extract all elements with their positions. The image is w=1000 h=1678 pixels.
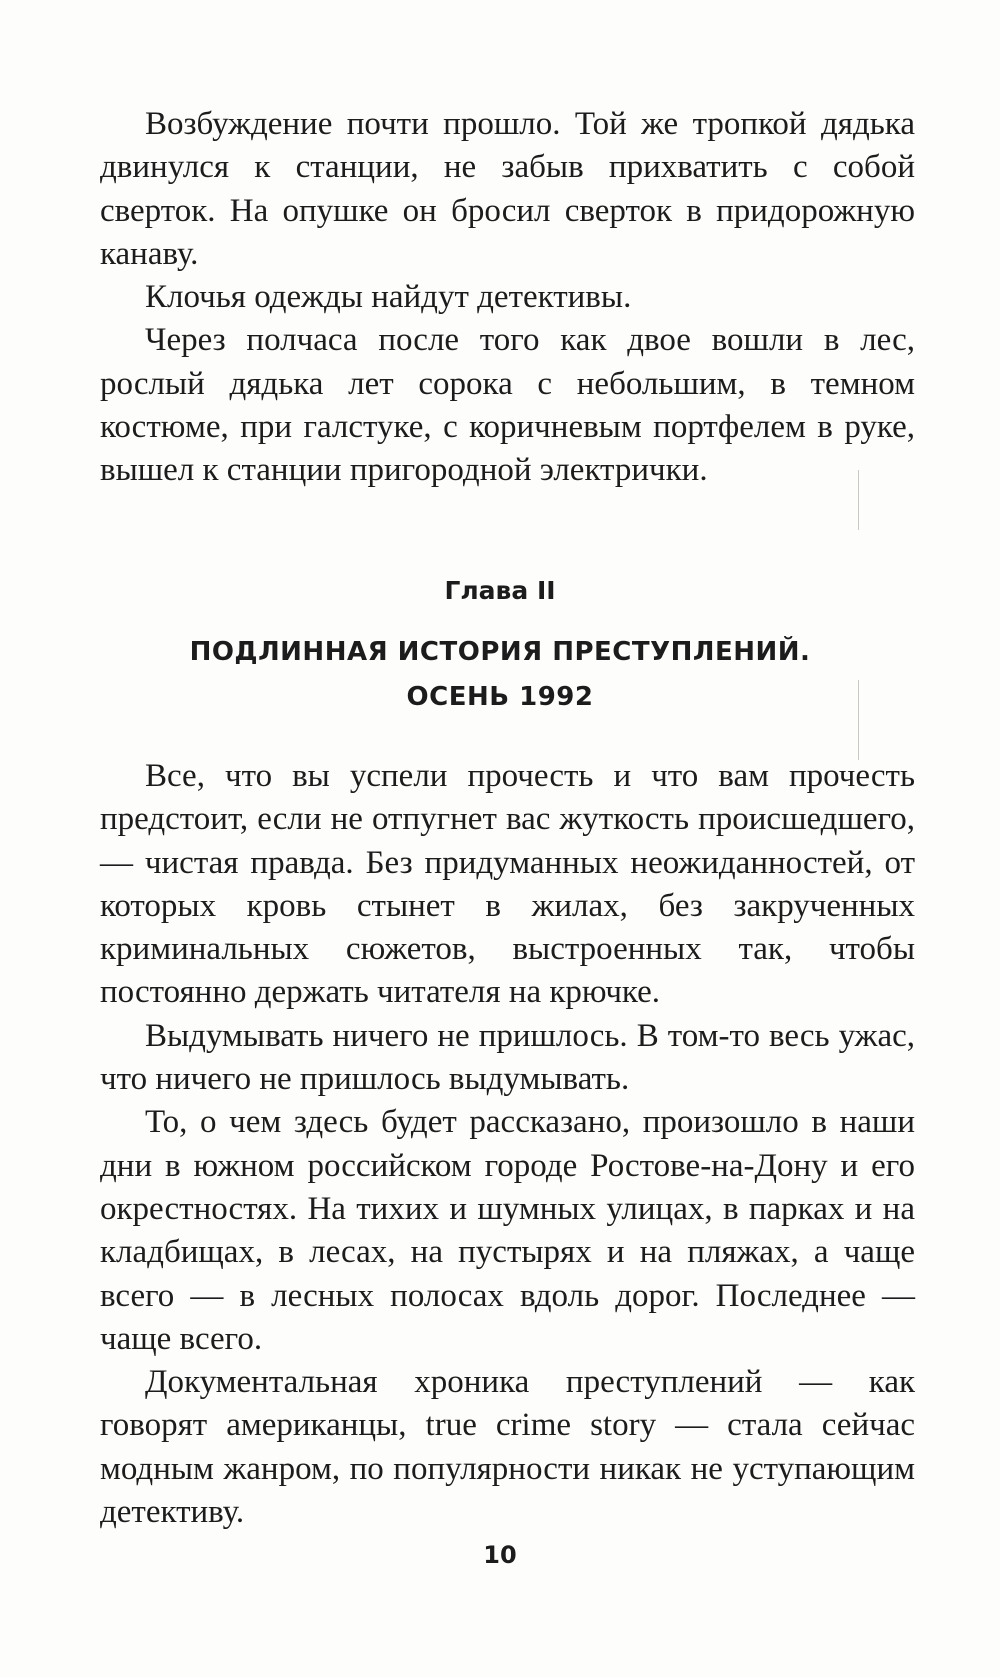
page-number: 10 xyxy=(483,1541,517,1569)
paragraph: Через полчаса после того как двое вошли в лес, рослый дядька лет сорока с небольшим, в темном костюме, при галстуке, с коричневым портфелем в руке, вышел к станции пригородной электрички. xyxy=(100,322,915,489)
chapter-title-line: ПОДЛИННАЯ ИСТОРИЯ ПРЕСТУПЛЕНИЙ. xyxy=(189,637,811,667)
paragraph: Выдумывать ничего не пришлось. В том-то весь ужас, что ничего не пришлось выдумывать. xyxy=(100,1017,915,1098)
chapter-label: Глава II xyxy=(444,576,556,605)
paragraph: Все, что вы успели прочесть и что вам прочесть предстоит, если не отпугнет вас жуткость происшедшего, — чистая правда. Без придуманных неожиданностей, от которых кровь стынет в жилах, без закрученных криминальных сюжетов, выстроенных так, чтобы постоянно держать читателя на крючке. xyxy=(100,758,915,1011)
chapter-title xyxy=(0,630,1000,720)
paragraph: Клочья одежды найдут детективы. xyxy=(145,279,632,316)
paragraph: То, о чем здесь будет рассказано, произошло в наши дни в южном российском городе Ростове-на-Дону и его окрестностях. На тихих и шумных улицах, в парках и на кладбищах, в лесах, на пустырях и на пляжах, а чаще всего — в лесных полосах вдоль дорог. Последнее — чаще всего. xyxy=(100,1104,915,1357)
paragraph: Документальная хроника преступлений — как говорят американцы, true crime story — стала сейчас модным жанром, по популярности никак не уступающим детективу. xyxy=(100,1364,915,1531)
chapter-title-line: ОСЕНЬ 1992 xyxy=(406,682,594,712)
paragraph: Возбуждение почти прошло. Той же тропкой дядька двинулся к станции, не забыв прихватить с собой сверток. На опушке он бросил сверток в придорожную канаву. xyxy=(100,106,915,272)
text-block-top xyxy=(100,103,915,493)
text-block-bottom xyxy=(100,755,915,1534)
